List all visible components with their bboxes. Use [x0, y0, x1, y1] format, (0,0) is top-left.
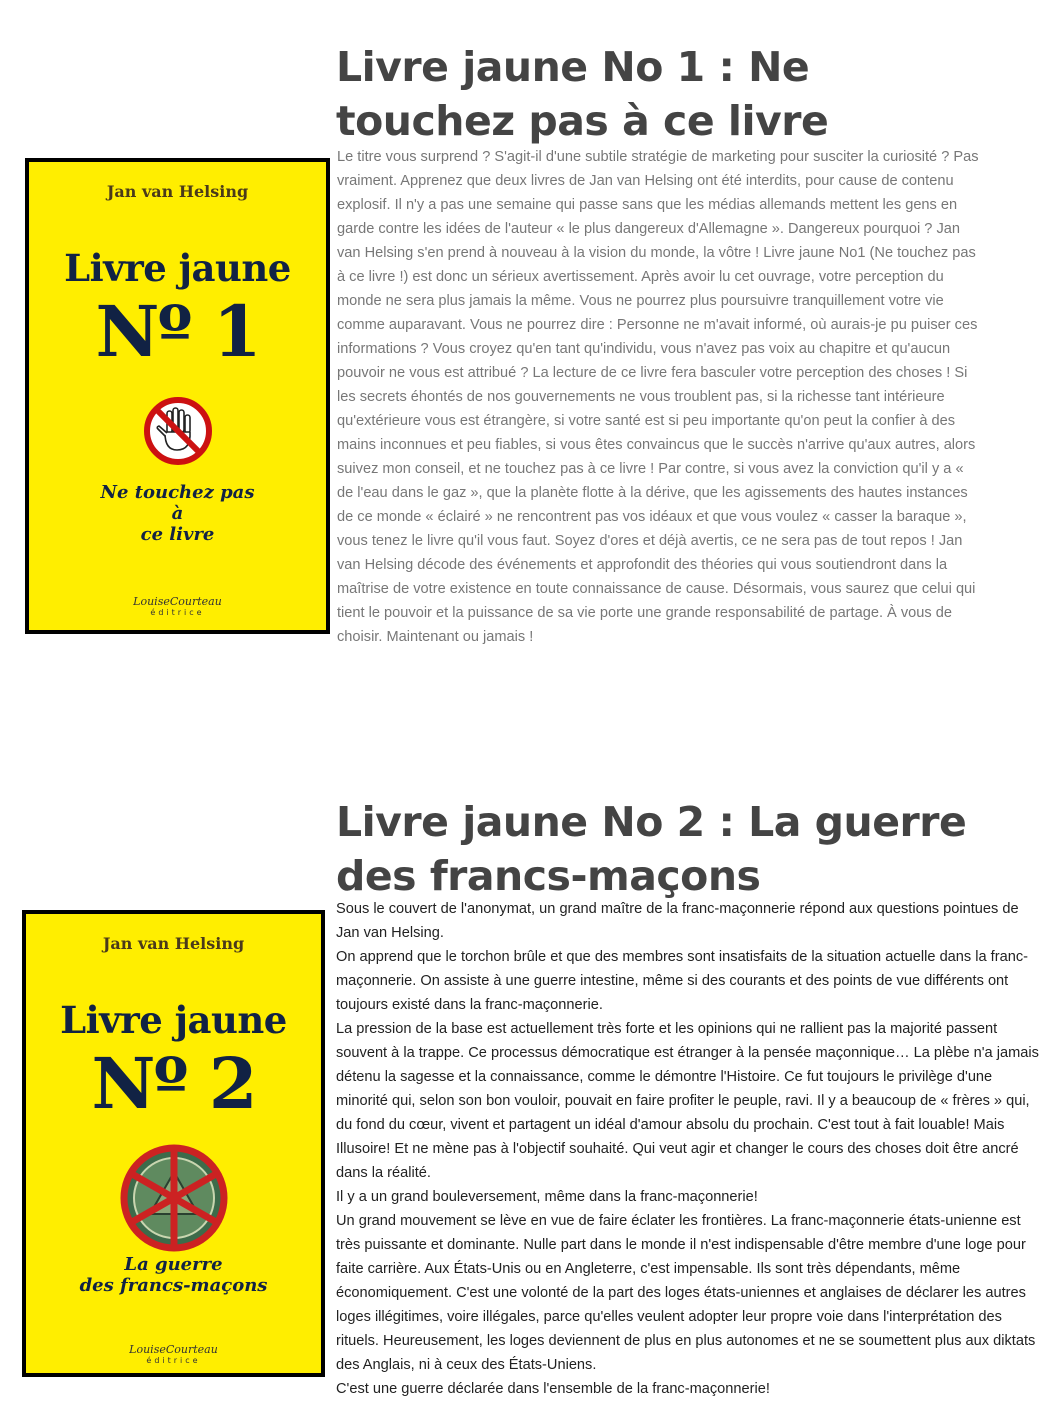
cover-subtitle-line: ce livre: [140, 524, 215, 545]
cover-publisher-sub: éditrice: [150, 608, 205, 617]
cover-subtitle-line: à: [171, 503, 184, 524]
cover-subtitle-line: Ne touchez pas: [100, 482, 255, 503]
paragraph: Il y a un grand bouleversement, même dans la franc-maçonnerie!: [336, 1189, 758, 1205]
paragraph: Sous le couvert de l'anonymat, un grand maître de la franc-maçonnerie répond aux questions pointues de Jan van Helsing.: [336, 901, 1019, 941]
cover-title: Livre jaune: [64, 246, 291, 290]
cover-title: Livre jaune: [60, 998, 287, 1042]
no-hand-icon: [143, 396, 213, 466]
cover-publisher: LouiseCourteau: [129, 1343, 218, 1356]
cover-subtitle: [29, 482, 326, 545]
cover-author: Jan van Helsing: [106, 182, 249, 201]
crossed-seal-icon: [118, 1142, 230, 1254]
book-2-description: [336, 897, 1043, 1401]
cover-publisher: LouiseCourteau: [133, 595, 222, 608]
cover-number: Nº 2: [91, 1042, 256, 1125]
cover-subtitle-line: des francs-maçons: [79, 1275, 268, 1296]
cover-number: Nº 1: [95, 290, 260, 373]
paragraph: On apprend que le torchon brûle et que des membres sont insatisfaits de la situation actuelle dans la franc-maçonnerie. On assiste à une guerre intestine, même si des courants et des points de vue différents ont toujours existé dans la franc-maçonnerie.: [336, 949, 1028, 1013]
book-1-description: Le titre vous surprend ? S'agit-il d'une subtile stratégie de marketing pour susciter la curiosité ? Pas vraiment. Apprenez que deux livres de Jan van Helsing ont été interdits, pour cause de contenu explosif. Il n'y a pas une semaine qui passe sans que les médias allemands mettent les gens en garde contre les idées de l'auteur « le plus dangereux d'Allemagne ». Dangereux pourquoi ? Jan van Helsing s'en prend à nouveau à la vision du monde, la vôtre ! Livre jaune No1 (Ne touchez pas à ce livre !) est donc un sérieux avertissement. Après avoir lu cet ouvrage, votre perception du monde ne sera plus jamais la même. Vous ne pourrez plus poursuivre tranquillement votre vie comme auparavant. Vous ne pourrez dire : Personne ne m'avait informé, où aurais-je pu puiser ces informations ? Vous croyez qu'en tant qu'individu, vous n'avez pas voix au chapitre et qu'aucun pouvoir ne vous est attribué ? La lecture de ce livre fera basculer votre perception des choses ! Si les secrets éhontés de nos gouvernements ne vous troublent pas, si la richesse tant intérieure qu'extérieure vous est étrangère, si votre santé est si peu importante qu'on peut la confier à des mains inconnues et peu fiables, si vous êtes convaincus que le succès n'arrive qu'aux autres, alors suivez mon conseil, et ne touchez pas à ce livre ! Par contre, si vous avez la conviction qu'il y a « de l'eau dans le gaz », que la planète flotte à la dérive, que les agissements des hautes instances de ce monde « éclairé » ne rencontrent pas vos idéaux et que vous voulez « casser la baraque », vous tenez le livre qu'il vous faut. Soyez d'ores et déjà avertis, ce ne sera pas de tout repos ! Jan van Helsing décode des événements et approfondit des théories qui vous soutiendront dans la maîtrise de votre existence en toute connaissance de cause. Désormais, vous saurez que celui qui tient le pouvoir et la puissance de sa vie porte une grande responsabilité de partage. À vous de choisir. Maintenant ou jamais !: [337, 149, 979, 645]
cover-subtitle: [26, 1254, 321, 1296]
paragraph: La pression de la base est actuellement très forte et les opinions qui ne rallient pas la majorité passent souvent à la trappe. Ce processus démocratique est étranger à la pensée maçonnique… La plèbe n'a jamais détenu la sagesse et la connaissance, comme le démontre l'Histoire. Ce fut toujours le privilège d'une minorité qui, selon son bon vouloir, pouvait en faire profiter le peuple, ravi. Il y a beaucoup de « frères » qui, du fond du cœur, vivent et partagent un idéal d'amour absolu du prochain. C'est tout à fait louable! Mais Illusoire! Et ne mène pas à l'objectif souhaité. Qui veut agir et changer le cours des choses doit être ancré dans la réalité.: [336, 1021, 1039, 1181]
cover-author: Jan van Helsing: [102, 934, 245, 953]
book-2-title: Livre jaune No 2 : La guerre des francs-maçons: [336, 798, 967, 900]
paragraph: C'est une guerre déclarée dans l'ensemble de la franc-maçonnerie!: [336, 1381, 770, 1397]
book-1-cover: [25, 158, 330, 634]
paragraph: Un grand mouvement se lève en vue de faire éclater les frontières. La franc-maçonnerie états-unienne est très puissante et dominante. Nulle part dans le monde il n'est indispensable d'être membre d'une loge pour faite carrière. Aux États-Unis ou en Angleterre, c'est impensable. Ils sont très dépendants, même économiquement. C'est une volonté de la part des loges états-uniennes et anglaises de déclarer les autres loges illégitimes, voire illégales, parce qu'elles veulent adopter leur propre voie dans l'interprétation des rituels. Heureusement, les loges deviennent de plus en plus autonomes et ne se soumettent plus aux diktats des Anglais, ni à ceux des États-Uniens.: [336, 1213, 1036, 1373]
cover-publisher-sub: éditrice: [146, 1356, 201, 1365]
cover-subtitle-line: La guerre: [124, 1254, 223, 1275]
book-1-title: Livre jaune No 1 : Ne touchez pas à ce livre: [336, 43, 829, 145]
book-2-cover: [22, 910, 325, 1377]
